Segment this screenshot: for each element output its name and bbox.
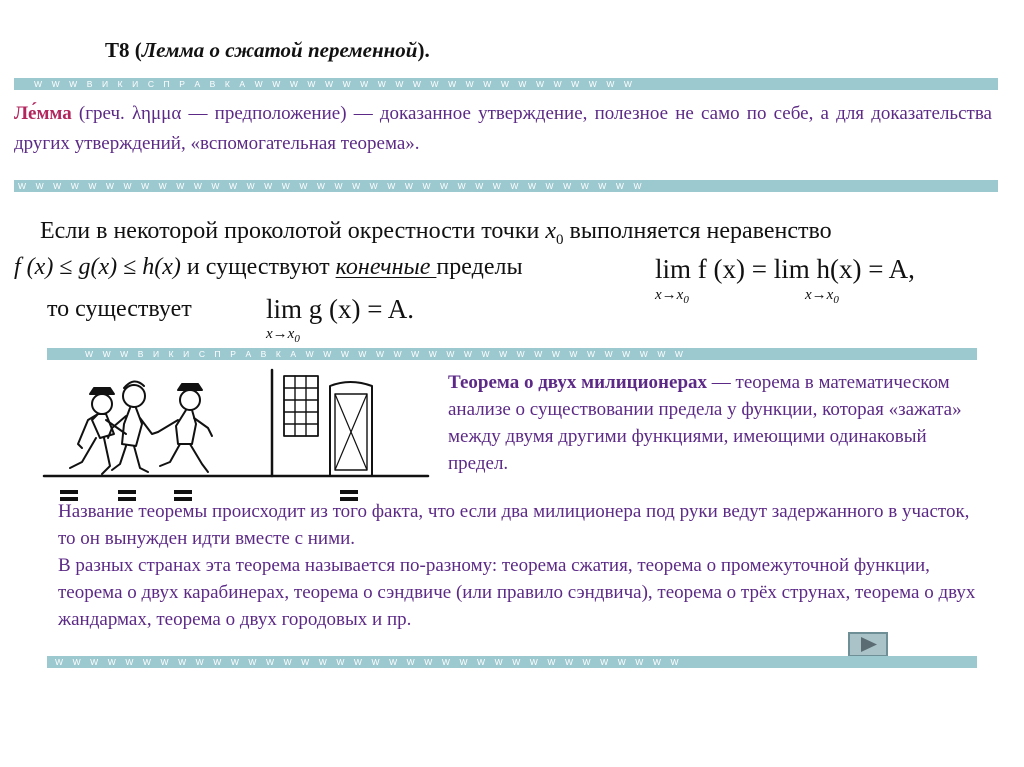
watermark-text: W W W W W W W W W W W W W W W W W W W W W W W W W W W W W W W W W W W W: [55, 657, 683, 667]
formula-sub-2: $x\to x_0$: [805, 287, 839, 306]
play-triangle-icon: [850, 634, 886, 655]
watermark-strip: [14, 78, 998, 90]
formula-sub-1: $x\to x_0$: [655, 287, 689, 306]
policemen-theorem-heading: Теорема о двух милиционерах: [448, 372, 708, 393]
policemen-theorem-description: Теорема о двух милиционерах — теорема в математическом анализе о существовании предела у функции, которая «зажата» между двумя другими функциями, имеющими одинаковый предел.: [448, 372, 962, 474]
statement-line-2: f (x) ≤ g(x) ≤ h(x) и существуют конечные пределы: [14, 254, 523, 280]
watermark-strip: [47, 348, 977, 360]
statement-line-1: Если в некоторой проколотой окрестности точки $x_0$ выполняется неравенство: [40, 218, 832, 248]
formula-result-sub: $x\to x_0$: [266, 326, 300, 345]
formula-result: lim g (x) = A.: [266, 294, 414, 324]
slide-title: Т8 (Лемма о сжатой переменной).: [105, 38, 430, 62]
lemma-definition: [14, 99, 992, 159]
definition-text: (греч. λημμα — предположение) — доказанное утверждение, полезное не само по себе, а для доказательства других утверждений, «вспомогательная теорема».: [14, 103, 992, 154]
paragraph-names: В разных странах эта теорема называется по-разному: теорема сжатия, теорема о промежуточной функции, теорема о двух карабинерах, теорема о сэндвиче (или правило сэндвича), теорема о трёх струнах, теорема о двух жандармах, теорема о двух городовых и пр.: [58, 555, 976, 630]
policemen-illustration: [40, 364, 430, 504]
formula-limits: lim f (x) = lim h(x) = A,: [655, 254, 915, 284]
paragraph-origin: Название теоремы происходит из того факта, что если два милиционера под руки ведут задержанного в участок, то он вынужден идти вместе с ними.: [58, 501, 970, 549]
definition-term: Ле́мма: [14, 103, 72, 124]
watermark-strip: [47, 656, 977, 668]
watermark-text: W W W В И К И С П Р А В К А W W W W W W W W W W W W W W W W W W W W W W: [34, 79, 636, 89]
next-slide-button[interactable]: [848, 632, 888, 657]
theorem-origin-text: [58, 498, 978, 633]
statement-conclusion: то существует: [47, 296, 192, 322]
watermark-strip: [14, 180, 998, 192]
watermark-text: W W W W W W W W W W W W W W W W W W W W W W W W W W W W W W W W W W W W: [18, 181, 646, 191]
watermark-text: W W W В И К И С П Р А В К А W W W W W W W W W W W W W W W W W W W W W W: [85, 349, 687, 359]
